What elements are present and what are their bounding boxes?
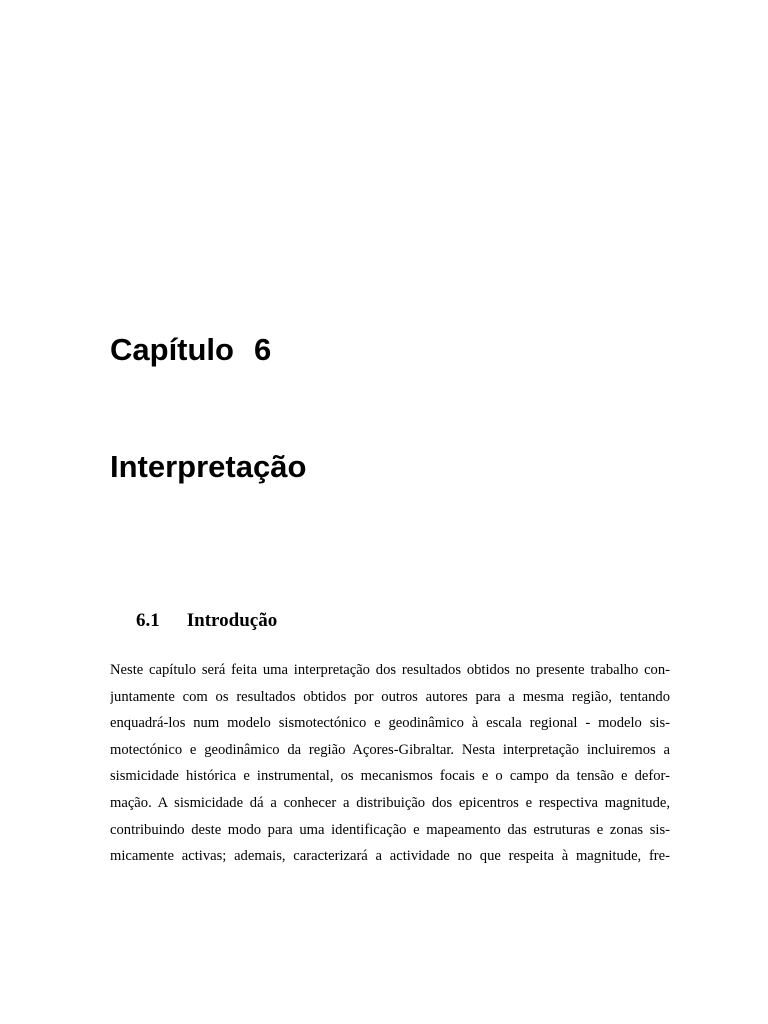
section-title: Introdução — [186, 610, 278, 631]
paragraph-line: contribuindo deste modo para uma identificação e mapeamento das estruturas e zonas sis- — [110, 821, 670, 838]
paragraph-line: Neste capítulo será feita uma interpretação dos resultados obtidos no presente trabalho con- — [110, 662, 670, 678]
section-heading — [136, 609, 277, 633]
chapter-heading — [110, 330, 271, 370]
chapter-number: 6 — [254, 332, 272, 367]
paragraph-line: mação. A sismicidade dá a conhecer a distribuição dos epicentros e respectiva magnitude, — [110, 794, 670, 811]
paragraph-line: micamente activas; ademais, caracterizará a actividade no que respeita à magnitude, fre- — [110, 848, 670, 865]
chapter-title: Interpretação — [110, 449, 307, 484]
paragraph-line: motectónico e geodinâmico da região Açores-Gibraltar. Nesta interpretação incluiremos a — [110, 741, 670, 758]
paragraph-line: sismicidade histórica e instrumental, os mecanismos focais e o campo da tensão e defor- — [110, 768, 670, 785]
paragraph-line: juntamente com os resultados obtidos por outros autores para a mesma região, tentando — [110, 688, 670, 705]
paragraph-line: enquadrá-los num modelo sismotectónico e geodinâmico à escala regional - modelo sis- — [110, 715, 670, 732]
body-paragraph — [110, 657, 670, 870]
chapter-label: Capítulo — [110, 332, 234, 367]
section-number: 6.1 — [136, 610, 160, 631]
